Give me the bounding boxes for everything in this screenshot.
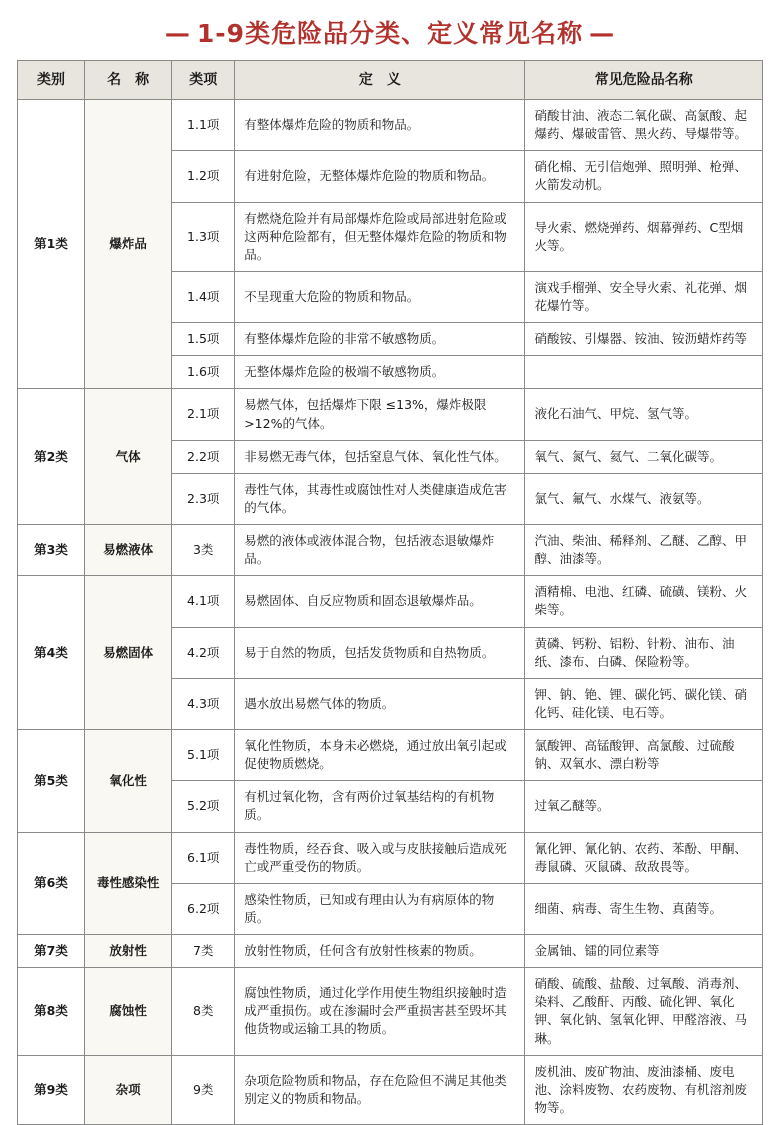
page-title-text <box>159 14 621 50</box>
cell-item: 4.1项 <box>172 576 235 627</box>
cell-class: 第3类 <box>18 525 85 576</box>
cell-item: 2.1项 <box>172 389 235 440</box>
cell-definition: 易燃气体，包括爆炸下限 ≤13%，爆炸极限 >12%的气体。 <box>235 389 525 440</box>
cell-common-names: 钾、钠、铯、锂、碳化钙、碳化镁、硝化钙、硅化镁、电石等。 <box>525 678 763 729</box>
cell-class: 第7类 <box>18 935 85 968</box>
cell-item: 6.2项 <box>172 883 235 934</box>
cell-class: 第9类 <box>18 1055 85 1124</box>
cell-common-names: 金属铀、镭的同位素等 <box>525 935 763 968</box>
cell-definition: 无整体爆炸危险的极端不敏感物质。 <box>235 356 525 389</box>
cell-item: 6.1项 <box>172 832 235 883</box>
cell-common-names: 硝酸、硫酸、盐酸、过氧酸、消毒剂、染料、乙酸酐、丙酸、硫化钾、氧化钾、氧化钠、氢氧化钾、甲醛溶液、马琳。 <box>525 968 763 1056</box>
cell-common-names: 汽油、柴油、稀释剂、乙醚、乙醇、甲醇、油漆等。 <box>525 525 763 576</box>
cell-item: 3类 <box>172 525 235 576</box>
cell-name: 爆炸品 <box>84 100 171 389</box>
cell-definition: 放射性物质，任何含有放射性核素的物质。 <box>235 935 525 968</box>
cell-item: 4.3项 <box>172 678 235 729</box>
cell-common-names: 氧气、氮气、氦气、二氧化碳等。 <box>525 440 763 473</box>
cell-name: 易燃固体 <box>84 576 171 730</box>
cell-definition: 有整体爆炸危险的非常不敏感物质。 <box>235 323 525 356</box>
cell-item: 1.3项 <box>172 202 235 271</box>
cell-definition: 毒性物质，经吞食、吸入或与皮肤接触后造成死亡或严重受伤的物质。 <box>235 832 525 883</box>
header-class: 类别 <box>18 61 85 100</box>
header-common-names: 常见危险品名称 <box>525 61 763 100</box>
cell-item: 4.2项 <box>172 627 235 678</box>
cell-class: 第6类 <box>18 832 85 935</box>
cell-definition: 易燃固体、自反应物质和固态退敏爆炸品。 <box>235 576 525 627</box>
cell-common-names: 硝酸甘油、液态二氧化碳、高氯酸、起爆药、爆破雷管、黑火药、导爆带等。 <box>525 100 763 151</box>
cell-common-names <box>525 356 763 389</box>
cell-common-names: 氯酸钾、高锰酸钾、高氯酸、过硫酸钠、双氧水、漂白粉等 <box>525 730 763 781</box>
cell-item: 7类 <box>172 935 235 968</box>
hazard-class-table <box>17 60 763 1125</box>
cell-common-names: 氯气、氟气、水煤气、液氨等。 <box>525 473 763 524</box>
cell-common-names: 酒精棉、电池、红磷、硫磺、镁粉、火柴等。 <box>525 576 763 627</box>
cell-name: 氧化性 <box>84 730 171 833</box>
table-row <box>18 730 763 781</box>
cell-definition: 感染性物质，已知或有理由认为有病原体的物质。 <box>235 883 525 934</box>
cell-common-names: 硝化棉、无引信炮弹、照明弹、枪弹、火箭发动机。 <box>525 151 763 202</box>
cell-name: 杂项 <box>84 1055 171 1124</box>
cell-common-names: 硝酸铵、引爆器、铵油、铵沥蜡炸药等 <box>525 323 763 356</box>
cell-common-names: 液化石油气、甲烷、氢气等。 <box>525 389 763 440</box>
cell-definition: 毒性气体，其毒性或腐蚀性对人类健康造成危害的气体。 <box>235 473 525 524</box>
cell-class: 第4类 <box>18 576 85 730</box>
table-body <box>18 100 763 1125</box>
title-left-dash: — <box>164 19 191 48</box>
cell-definition: 不呈现重大危险的物质和物品。 <box>235 271 525 322</box>
page-title <box>0 0 780 60</box>
cell-class: 第8类 <box>18 968 85 1056</box>
cell-common-names: 过氧乙醚等。 <box>525 781 763 832</box>
cell-definition: 有燃烧危险并有局部爆炸危险或局部进射危险或这两种危险都有，但无整体爆炸危险的物质和物品。 <box>235 202 525 271</box>
cell-definition: 遇水放出易燃气体的物质。 <box>235 678 525 729</box>
cell-class: 第5类 <box>18 730 85 833</box>
table-row <box>18 968 763 1056</box>
cell-class: 第1类 <box>18 100 85 389</box>
cell-name: 腐蚀性 <box>84 968 171 1056</box>
cell-name: 毒性感染性 <box>84 832 171 935</box>
cell-item: 5.1项 <box>172 730 235 781</box>
cell-name: 易燃液体 <box>84 525 171 576</box>
cell-definition: 氧化性物质，本身未必燃烧，通过放出氧引起或促使物质燃烧。 <box>235 730 525 781</box>
header-name: 名 称 <box>84 61 171 100</box>
cell-definition: 易燃的液体或液体混合物，包括液态退敏爆炸品。 <box>235 525 525 576</box>
cell-class: 第2类 <box>18 389 85 525</box>
cell-definition: 易于自然的物质，包括发货物质和自热物质。 <box>235 627 525 678</box>
cell-name: 气体 <box>84 389 171 525</box>
cell-item: 2.3项 <box>172 473 235 524</box>
table-row <box>18 576 763 627</box>
cell-definition: 有进射危险，无整体爆炸危险的物质和物品。 <box>235 151 525 202</box>
cell-common-names: 导火索、燃烧弹药、烟幕弹药、C型烟火等。 <box>525 202 763 271</box>
cell-item: 1.2项 <box>172 151 235 202</box>
cell-common-names: 黄磷、钙粉、铝粉、针粉、油布、油纸、漆布、白磷、保险粉等。 <box>525 627 763 678</box>
table-header-row <box>18 61 763 100</box>
cell-item: 8类 <box>172 968 235 1056</box>
table-row <box>18 389 763 440</box>
title-right-dash: — <box>589 19 616 48</box>
table-row <box>18 832 763 883</box>
cell-definition: 杂项危险物质和物品，存在危险但不满足其他类别定义的物质和物品。 <box>235 1055 525 1124</box>
table-row <box>18 525 763 576</box>
table-row <box>18 100 763 151</box>
cell-item: 2.2项 <box>172 440 235 473</box>
table-row <box>18 1055 763 1124</box>
cell-definition: 非易燃无毒气体，包括窒息气体、氧化性气体。 <box>235 440 525 473</box>
cell-definition: 有整体爆炸危险的物质和物品。 <box>235 100 525 151</box>
cell-definition: 腐蚀性物质，通过化学作用使生物组织接触时造成严重损伤。或在渗漏时会严重损害甚至毁坏其他货物或运输工具的物质。 <box>235 968 525 1056</box>
title-main-text: 1-9类危险品分类、定义常见名称 <box>196 19 584 48</box>
cell-common-names: 演戏手榴弹、安全导火索、礼花弹、烟花爆竹等。 <box>525 271 763 322</box>
cell-item: 1.4项 <box>172 271 235 322</box>
table-header <box>18 61 763 100</box>
header-definition: 定 义 <box>235 61 525 100</box>
cell-item: 1.6项 <box>172 356 235 389</box>
cell-item: 1.1项 <box>172 100 235 151</box>
cell-common-names: 废机油、废矿物油、废油漆桶、废电池、涂料废物、农药废物、有机溶剂废物等。 <box>525 1055 763 1124</box>
header-item: 类项 <box>172 61 235 100</box>
cell-item: 5.2项 <box>172 781 235 832</box>
cell-item: 1.5项 <box>172 323 235 356</box>
table-row <box>18 935 763 968</box>
cell-common-names: 氰化钾、氰化钠、农药、苯酚、甲酮、毒鼠磷、灭鼠磷、敌敌畏等。 <box>525 832 763 883</box>
cell-item: 9类 <box>172 1055 235 1124</box>
cell-definition: 有机过氧化物，含有两价过氧基结构的有机物质。 <box>235 781 525 832</box>
cell-name: 放射性 <box>84 935 171 968</box>
cell-common-names: 细菌、病毒、寄生生物、真菌等。 <box>525 883 763 934</box>
